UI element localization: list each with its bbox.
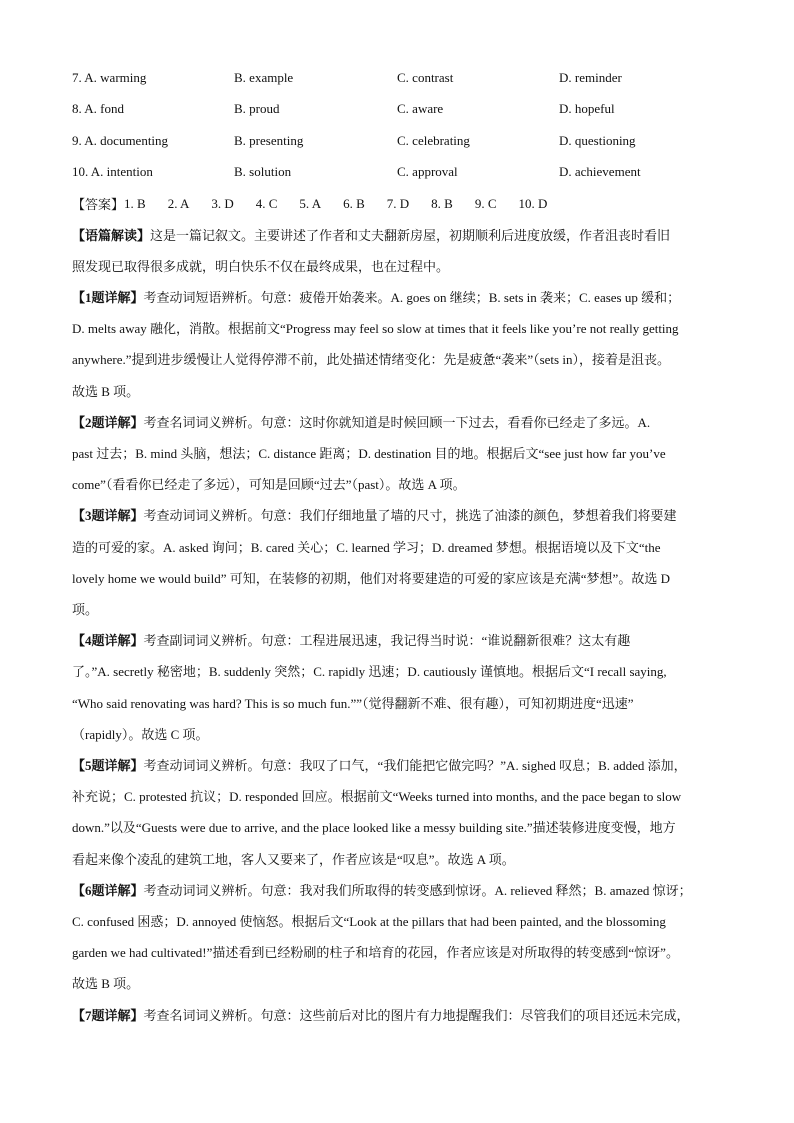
paragraph-line — [72, 844, 732, 875]
paragraph-line — [72, 500, 732, 531]
explanation-paragraph — [72, 625, 732, 750]
paragraph-text: 考查副词词义辨析。句意：工程进展迅速，我记得当时说：“谁说翻新很难？这太有趣 — [143, 633, 631, 649]
paragraph-tag: 【6题详解】 — [72, 882, 144, 898]
paragraph-text: 补充说；C. protested 抗议；D. responded 回应。根据前文“Weeks turned into months, and the pace began to slow — [72, 789, 682, 805]
paragraph-tag: 【2题详解】 — [72, 414, 144, 430]
option-choice: 9. A. documenting — [72, 132, 169, 148]
paragraph-text: D. melts away 融化，消散。根据前文“Progress may feel so slow at times that it feels like you’re not really getting — [72, 321, 679, 337]
explanations-block — [72, 220, 732, 1031]
option-choice: B. presenting — [234, 132, 304, 148]
option-choice: C. celebrating — [397, 132, 470, 148]
paragraph-text: 故选 B 项。 — [72, 976, 140, 992]
explanation-paragraph — [72, 875, 732, 1000]
paragraph-text: 考查动词词义辨析。句意：我对我们所取得的转变感到惊讶。A. relieved 释然；B. amazed 惊讶； — [143, 882, 692, 898]
paragraph-tag: 【3题详解】 — [72, 508, 144, 524]
answer-page — [72, 62, 732, 1031]
paragraph-text: garden we had cultivated!”描述看到已经粉刷的柱子和培育的花园，作者应该是对所取得的转变感到“惊讶”。 — [72, 945, 679, 961]
option-choice: C. aware — [397, 101, 444, 117]
answer-item: 5. A — [299, 195, 322, 211]
paragraph-line — [72, 282, 732, 313]
option-choice: B. solution — [234, 164, 292, 180]
paragraph-text: C. confused 困惑；D. annoyed 使恼怒。根据后文“Look at the pillars that had been painted, and the blossoming — [72, 913, 666, 929]
paragraph-line — [72, 594, 732, 625]
options-block — [72, 62, 732, 188]
answer-item: 1. B — [124, 195, 146, 211]
option-choice: B. example — [234, 69, 294, 85]
paragraph-tag: 【4题详解】 — [72, 633, 144, 649]
explanation-paragraph — [72, 750, 732, 875]
paragraph-line — [72, 688, 732, 719]
answer-item: 7. D — [386, 195, 410, 211]
paragraph-text: （rapidly）。故选 C 项。 — [72, 726, 209, 742]
paragraph-text: 考查动词词义辨析。句意：我叹了口气，“我们能把它做完吗？”A. sighed 叹息；B. added 添加， — [143, 757, 687, 773]
paragraph-line — [72, 656, 732, 687]
paragraph-text: lovely home we would build” 可知，在装修的初期，他们对将要建造的可爱的家应该是充满“梦想”。故选 D — [72, 570, 670, 586]
paragraph-text: down.”以及“Guests were due to arrive, and the place looked like a messy building site.”描述装修进度变慢，地方 — [72, 820, 676, 836]
paragraph-line — [72, 407, 732, 438]
option-choice: 7. A. warming — [72, 69, 147, 85]
answer-item: 10. D — [518, 195, 548, 211]
option-choice: D. questioning — [559, 132, 636, 148]
paragraph-line — [72, 376, 732, 407]
paragraph-tag: 【1题详解】 — [72, 289, 144, 305]
paragraph-line — [72, 812, 732, 843]
answer-item: 8. B — [431, 195, 453, 211]
option-choice: D. reminder — [559, 69, 622, 85]
paragraph-tag: 【7题详解】 — [72, 1007, 144, 1023]
paragraph-text: 考查动词短语辨析。句意：疲倦开始袭来。A. goes on 继续；B. sets in 袭来；C. eases up 缓和； — [143, 289, 681, 305]
answer-item: 2. A — [167, 195, 190, 211]
explanation-paragraph — [72, 407, 732, 501]
paragraph-line — [72, 968, 732, 999]
paragraph-text: 照发现已取得很多成就，明白快乐不仅在最终成果，也在过程中。 — [72, 258, 450, 274]
paragraph-line — [72, 313, 732, 344]
option-row — [72, 157, 732, 189]
explanation-paragraph — [72, 1000, 732, 1031]
paragraph-line — [72, 875, 732, 906]
answer-key-row — [72, 188, 732, 220]
answer-item: 6. B — [343, 195, 365, 211]
paragraph-text: 考查动词词义辨析。句意：我们仔细地量了墙的尺寸，挑选了油漆的颜色，梦想着我们将要建 — [143, 508, 677, 524]
answer-item: 4. C — [255, 195, 278, 211]
paragraph-text: 考查名词词义辨析。句意：这时你就知道是时候回顾一下过去，看看你已经走了多远。A. — [143, 414, 651, 430]
paragraph-line — [72, 750, 732, 781]
answer-label: 【答案】 — [72, 197, 125, 213]
paragraph-line — [72, 625, 732, 656]
explanation-paragraph — [72, 282, 732, 407]
paragraph-tag: 【语篇解读】 — [72, 227, 151, 243]
paragraph-line — [72, 532, 732, 563]
paragraph-text: 项。 — [72, 601, 99, 617]
paragraph-text: anywhere.”提到进步缓慢让人觉得停滞不前，此处描述情绪变化：先是疲惫“袭来”（sets in），接着是沮丧。 — [72, 352, 670, 368]
option-choice: D. achievement — [559, 164, 641, 180]
option-choice: C. approval — [397, 164, 458, 180]
option-row — [72, 125, 732, 157]
option-choice: D. hopeful — [559, 101, 615, 117]
paragraph-line — [72, 563, 732, 594]
paragraph-text: 故选 B 项。 — [72, 383, 140, 399]
paragraph-line — [72, 469, 732, 500]
option-choice: B. proud — [234, 101, 280, 117]
paragraph-text: “Who said renovating was hard? This is so much fun.””（觉得翻新不难、很有趣），可知初期进度“迅速” — [72, 695, 634, 711]
explanation-paragraph — [72, 220, 732, 282]
paragraph-line — [72, 251, 732, 282]
option-row — [72, 62, 732, 94]
answer-list — [124, 196, 569, 212]
paragraph-text: come”（看看你已经走了多远），可知是回顾“过去”（past）。故选 A 项。 — [72, 477, 466, 493]
paragraph-line — [72, 220, 732, 251]
paragraph-line — [72, 438, 732, 469]
answer-item: 3. D — [211, 195, 234, 211]
paragraph-text: 这是一篇记叙文。主要讲述了作者和丈夫翻新房屋，初期顺利后进度放缓，作者沮丧时看旧 — [150, 227, 671, 243]
paragraph-line — [72, 1000, 732, 1031]
paragraph-text: 了。”A. secretly 秘密地；B. suddenly 突然；C. rapidly 迅速；D. cautiously 谨慎地。根据后文“I recall saying, — [72, 664, 667, 680]
explanation-paragraph — [72, 500, 732, 625]
paragraph-line — [72, 906, 732, 937]
paragraph-line — [72, 344, 732, 375]
paragraph-text: 考查名词词义辨析。句意：这些前后对比的图片有力地提醒我们：尽管我们的项目还远未完成， — [143, 1007, 690, 1023]
option-row — [72, 94, 732, 126]
paragraph-text: past 过去；B. mind 头脑，想法；C. distance 距离；D. destination 目的地。根据后文“see just how far you’ve — [72, 445, 666, 461]
paragraph-text: 造的可爱的家。A. asked 询问；B. cared 关心；C. learned 学习；D. dreamed 梦想。根据语境以及下文“the — [72, 539, 661, 555]
paragraph-tag: 【5题详解】 — [72, 757, 144, 773]
paragraph-text: 看起来像个凌乱的建筑工地，客人又要来了，作者应该是“叹息”。故选 A 项。 — [72, 851, 515, 867]
paragraph-line — [72, 719, 732, 750]
option-choice: C. contrast — [397, 69, 454, 85]
paragraph-line — [72, 781, 732, 812]
paragraph-line — [72, 937, 732, 968]
option-choice: 10. A. intention — [72, 164, 153, 180]
answer-item: 9. C — [474, 195, 497, 211]
option-choice: 8. A. fond — [72, 101, 124, 117]
